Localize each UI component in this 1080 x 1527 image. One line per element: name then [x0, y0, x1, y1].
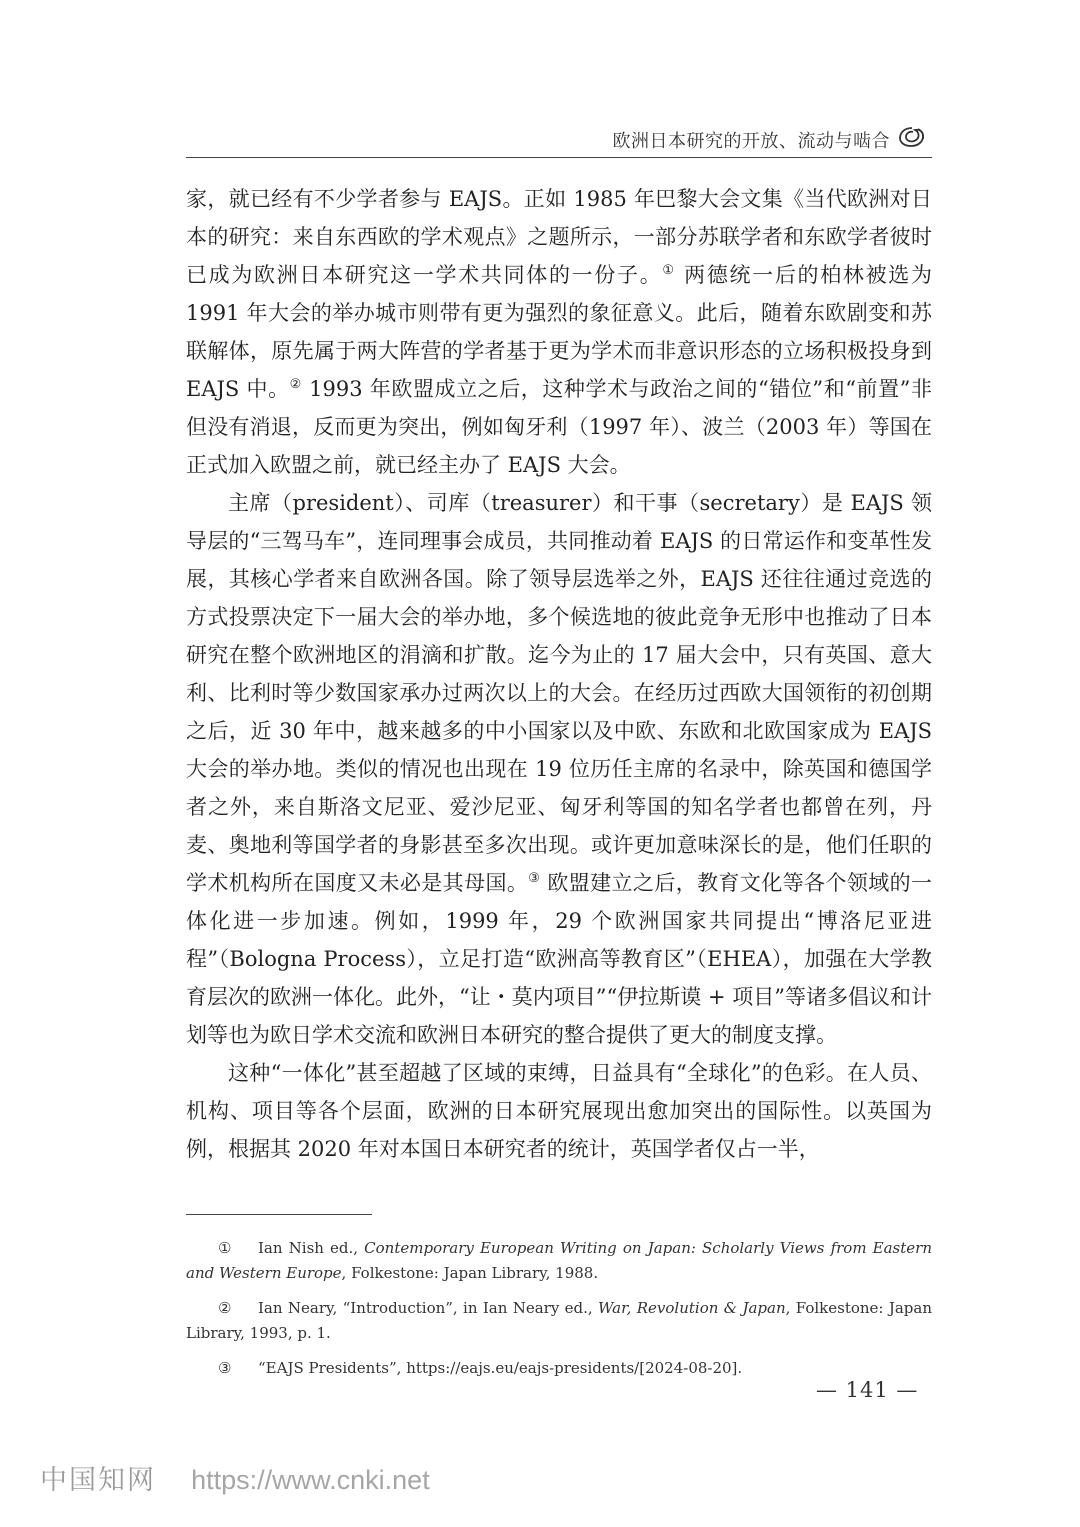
paragraph-2 — [186, 484, 932, 1054]
swirl-emblem-icon — [898, 126, 926, 148]
footnote-book-title: Contemporary European Writing on Japan: Scholarly Views from Eastern and Western Europe — [186, 1239, 932, 1282]
footnote-marker: ③ — [218, 1359, 232, 1377]
footnote-marker: ① — [218, 1239, 232, 1257]
page-number: — 141 — — [816, 1378, 919, 1402]
footnote-ref-1: ① — [662, 263, 676, 278]
cnki-logo: 中国知网 — [40, 1465, 156, 1496]
footnote-ref-3: ③ — [528, 871, 541, 886]
footnote-2: ② Ian Neary, “Introduction”, in Ian Neary ed., War, Revolution & Japan, Folkestone: Japan Library, 1993, p. 1. — [186, 1296, 932, 1346]
paragraph-1-part-2: 两德统一后的柏林被选为 1991 年大会的举办城市则带有更为强烈的象征意义。此后，随着东欧剧变和苏联解体，原先属于两大阵营的学者基于更为学术而非意识形态的立场积极投身到 EAJS 中。 — [186, 263, 932, 401]
footnote-marker: ② — [218, 1299, 232, 1317]
paragraph-1-part-3: 1993 年欧盟成立之后，这种学术与政治之间的“错位”和“前置”非但没有消退，反而更为突出，例如匈牙利（1997 年）、波兰（2003 年）等国在正式加入欧盟之前，就已经主办了 EAJS 大会。 — [186, 377, 932, 477]
running-title: 欧洲日本研究的开放、流动与啮合 — [612, 131, 890, 152]
header-rule — [186, 157, 932, 158]
paragraph-2-part-2: 欧盟建立之后，教育文化等各个领域的一体化进一步加速。例如，1999 年，29 个欧洲国家共同提出“博洛尼亚进程”（Bologna Process），立足打造“欧洲高等教育区”（EHEA），加强在大学教育层次的欧洲一体化。此外，“让・莫内项目”“伊拉斯谟 + 项目”等诸多倡议和计划等也为欧日学术交流和欧洲日本研究的整合提供了更大的制度支撑。 — [186, 871, 932, 1047]
footnotes — [186, 1236, 932, 1391]
footnote-ref-2: ② — [289, 377, 302, 392]
footnote-3: ③ “EAJS Presidents”, https://eajs.eu/eajs-presidents/[2024-08-20]. — [186, 1356, 932, 1381]
paragraph-3: 这种“一体化”甚至超越了区域的束缚，日益具有“全球化”的色彩。在人员、机构、项目等各个层面，欧洲的日本研究展现出愈加突出的国际性。以英国为例，根据其 2020 年对本国日本研究者的统计，英国学者仅占一半， — [186, 1061, 932, 1161]
cnki-url: https://www.cnki.net — [191, 1465, 430, 1495]
paragraph-1-part-1: 家，就已经有不少学者参与 EAJS。正如 1985 年巴黎大会文集《当代欧洲对日本的研究：来自东西欧的学术观点》之题所示，一部分苏联学者和东欧学者彼时已成为欧洲日本研究这一学术共同体的一份子。 — [186, 187, 932, 287]
footnote-rule — [186, 1214, 372, 1215]
running-header — [186, 118, 932, 158]
main-text — [186, 180, 932, 1168]
paragraph-2-part-1: 主席（president）、司库（treasurer）和干事（secretary）是 EAJS 领导层的“三驾马车”，连同理事会成员，共同推动着 EAJS 的日常运作和变革性发展，其核心学者来自欧洲各国。除了领导层选举之外，EAJS 还往往通过竞选的方式投票决定下一届大会的举办地，多个候选地的彼此竞争无形中也推动了日本研究在整个欧洲地区的涓滴和扩散。迄今为止的 17 届大会中，只有英国、意大利、比利时等少数国家承办过两次以上的大会。在经历过西欧大国领衔的初创期之后，近 30 年中，越来越多的中小国家以及中欧、东欧和北欧国家成为 EAJS 大会的举办地。类似的情况也出现在 19 位历任主席的名录中，除英国和德国学者之外，来自斯洛文尼亚、爱沙尼亚、匈牙利等国的知名学者也都曾在列，丹麦、奥地利等国学者的身影甚至多次出现。或许更加意味深长的是，他们任职的学术机构所在国度又未必是其母国。 — [186, 491, 932, 895]
cnki-watermark — [40, 1458, 430, 1498]
paragraph-1 — [186, 180, 932, 484]
footnote-1: ① Ian Nish ed., Contemporary European Writing on Japan: Scholarly Views from Eastern and Western Europe, Folkestone: Japan Library, 1988. — [186, 1236, 932, 1286]
footnote-book-title: War, Revolution & Japan — [598, 1299, 786, 1317]
